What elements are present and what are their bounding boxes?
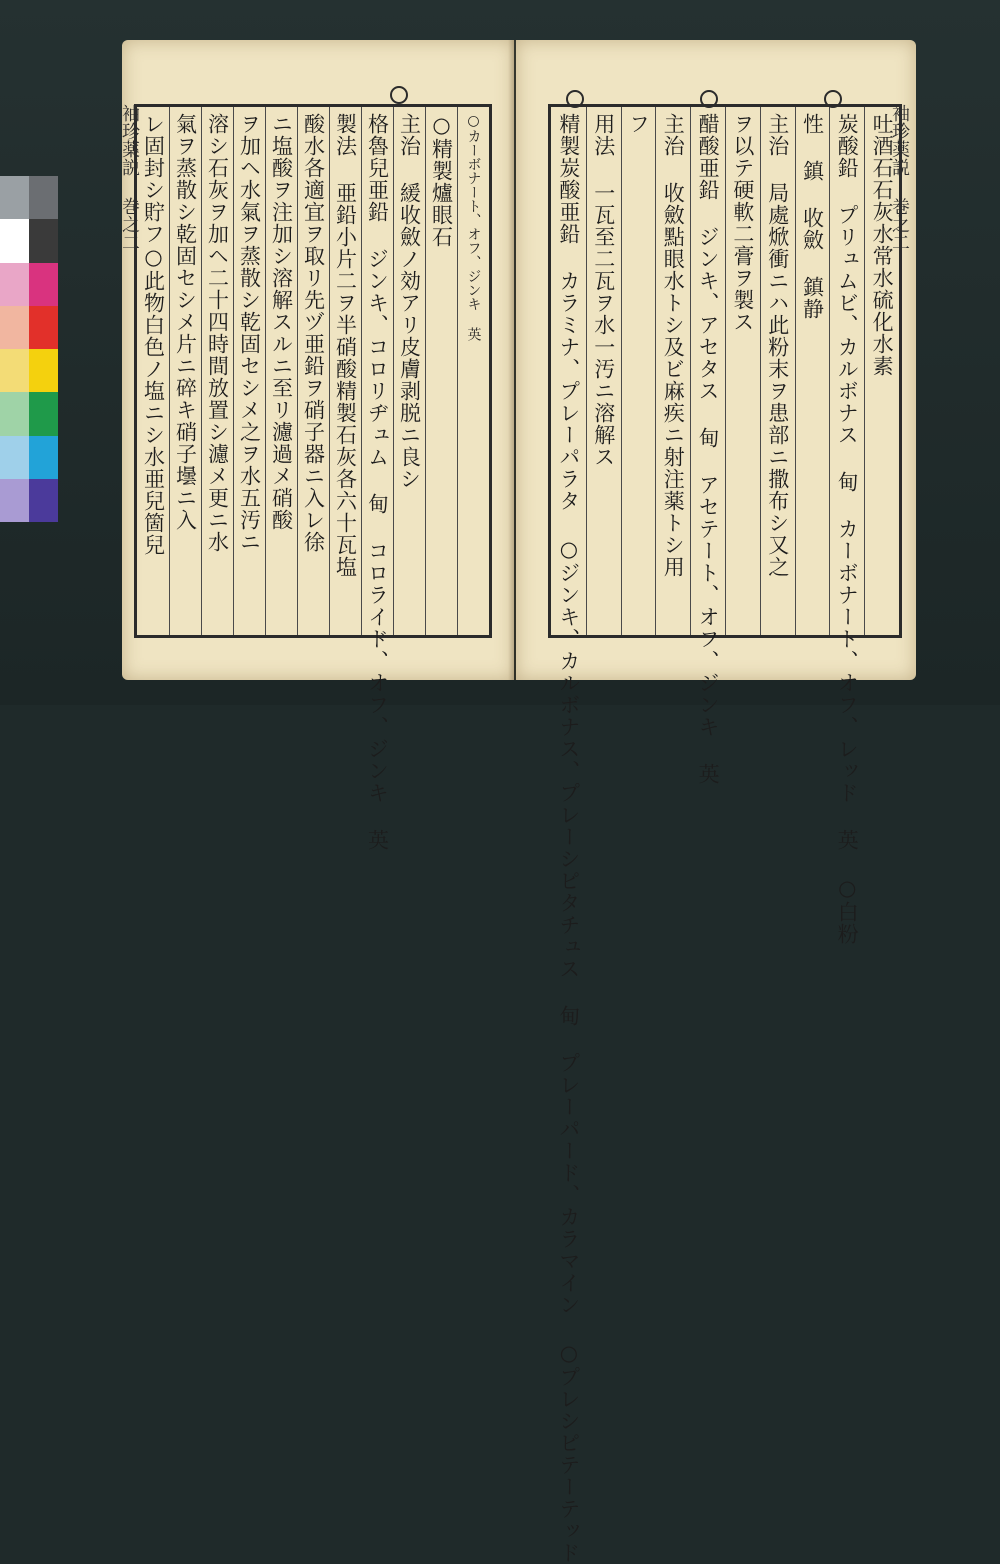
color-swatch xyxy=(29,176,58,219)
text-column: 主治 收斂點眼水トシ及ビ麻疾ニ射注薬トシ用 xyxy=(661,113,686,578)
column-rule xyxy=(690,107,691,635)
color-row xyxy=(0,436,58,479)
text-column: レ固封シ貯フ○此物白色ノ塩ニシ水亜兒箇兒 xyxy=(141,113,166,556)
color-row xyxy=(0,479,58,522)
column-rule xyxy=(329,107,330,635)
open-book xyxy=(119,40,922,1564)
color-row xyxy=(0,392,58,435)
text-column: 吐酒石石灰水常水硫化水素 xyxy=(870,113,895,377)
color-row xyxy=(0,219,58,262)
color-swatch xyxy=(29,306,58,349)
right-text-frame xyxy=(548,104,902,1564)
column-rule xyxy=(265,107,266,635)
color-row xyxy=(0,349,58,392)
color-swatch xyxy=(29,392,58,435)
column-rule xyxy=(233,107,234,635)
color-swatch xyxy=(29,479,58,522)
text-column: ニ塩酸ヲ注加シ溶解スルニ至リ濾過メ硝酸 xyxy=(269,113,294,531)
left-page xyxy=(119,40,514,851)
color-swatch xyxy=(29,263,58,306)
text-column: 用法 一瓦至二瓦ヲ水一汚ニ溶解ス xyxy=(591,113,616,468)
color-row xyxy=(0,263,58,306)
text-column: 炭酸鉛 プリュムビ、カルボナス 甸 カーボナート、オフ、レッド 英 ○白粉 xyxy=(835,113,860,945)
column-rule xyxy=(457,107,458,635)
column-rule xyxy=(297,107,298,635)
register-circle xyxy=(390,86,408,104)
column-rule xyxy=(621,107,622,635)
column-rule xyxy=(829,107,830,635)
color-swatch xyxy=(0,219,29,262)
column-rule xyxy=(725,107,726,635)
column-rule xyxy=(201,107,202,635)
left-margin-title: 袖珍薬説 巻之二 xyxy=(119,104,140,251)
left-text-frame xyxy=(134,104,492,851)
text-column: 製法 亜鉛小片二ヲ半硝酸精製石灰各六十瓦塩 xyxy=(333,113,358,578)
text-column: 溶シ石灰ヲ加ヘ二十四時間放置シ濾メ更ニ水 xyxy=(205,113,230,553)
column-rule xyxy=(586,107,587,635)
column-rule xyxy=(795,107,796,635)
column-rule xyxy=(760,107,761,635)
color-swatch xyxy=(29,219,58,262)
color-row xyxy=(0,306,58,349)
column-rule xyxy=(393,107,394,635)
text-column: 醋酸亜鉛 ジンキ、アセタス 甸 アセテート、オフ、ジンキ 英 xyxy=(696,113,721,785)
color-swatch xyxy=(0,349,29,392)
text-column: 主治 緩收斂ノ効アリ皮膚剥脱ニ良シ xyxy=(397,113,422,490)
text-column: 酸水各適宜ヲ取リ先ヅ亜鉛ヲ硝子器ニ入レ徐 xyxy=(301,113,326,553)
color-swatch xyxy=(29,349,58,392)
column-rule xyxy=(864,107,865,635)
color-swatch xyxy=(0,436,29,479)
text-column: 氣ヲ蒸散シ乾固セシメ片ニ碎キ硝子壜ニ入 xyxy=(173,113,198,531)
color-swatch xyxy=(29,436,58,479)
column-rule xyxy=(655,107,656,635)
text-column: 格魯兒亜鉛 ジンキ、コロリヂュム 甸 コロライド、オフ、ジンキ 英 xyxy=(365,113,390,851)
text-column: フ xyxy=(626,113,651,135)
right-margin-title: 袖珍薬説 巻之二 xyxy=(889,104,910,251)
text-column: ヲ以テ硬軟二膏ヲ製ス xyxy=(730,113,755,333)
color-calibration-strip xyxy=(0,176,58,522)
text-column: ○カーボナート、オフ、ジンキ 英 xyxy=(465,113,482,341)
color-swatch xyxy=(0,176,29,219)
text-column: 主治 局處焮衝ニハ此粉末ヲ患部ニ撒布シ又之 xyxy=(765,113,790,578)
text-column: 精製炭酸亜鉛 カラミナ、プレーパラタ ○ジンキ、カルボナス、プレーシピタチュス 甸 プレーパード、カラマイン ○プレシピテーテッド xyxy=(556,113,581,1564)
color-swatch xyxy=(0,263,29,306)
color-swatch xyxy=(0,392,29,435)
color-row xyxy=(0,176,58,219)
text-column: ヲ加ヘ水氣ヲ蒸散シ乾固セシメ之ヲ水五汚ニ xyxy=(237,113,262,553)
color-swatch xyxy=(0,306,29,349)
text-column: ○精製爐眼石 xyxy=(429,113,454,248)
text-column: 性 鎮 收斂 鎮静 xyxy=(800,113,825,320)
column-rule xyxy=(425,107,426,635)
column-rule xyxy=(361,107,362,635)
color-swatch xyxy=(0,479,29,522)
column-rule xyxy=(169,107,170,635)
